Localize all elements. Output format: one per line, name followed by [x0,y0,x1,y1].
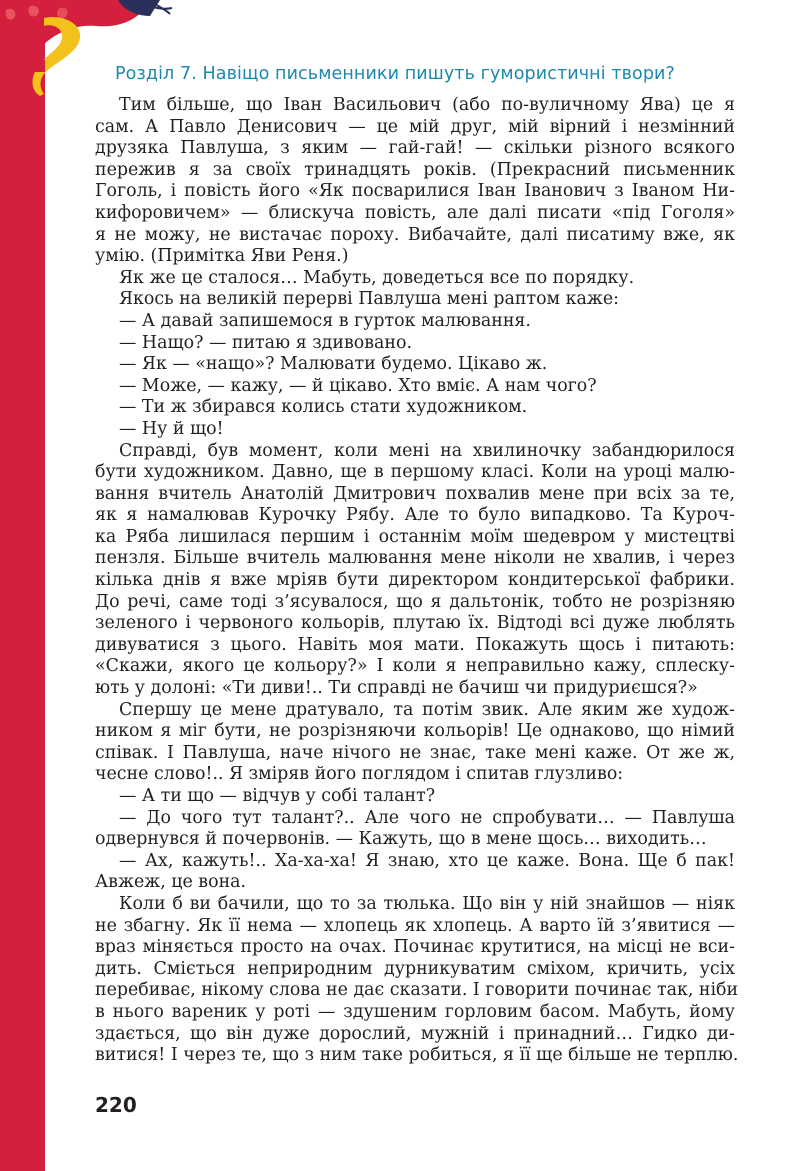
text-line: Авжеж, це вона. [95,872,247,893]
text-line: в нього вареник у роті — здушеним горловим басом. Мабуть, йому [95,1001,735,1022]
text-line: кифоровичем» — блискуча повість, але далі писати «під Гоголя» [95,202,735,223]
paragraph [95,808,735,851]
text-line: — Як — «нащо»? Малювати будемо. Цікаво ж. [119,354,548,375]
paragraph [95,441,735,700]
paragraph [95,333,735,355]
text-line: кілька днів я вже мріяв бути директором кондитерської фабрики. [95,570,735,591]
text-line: Справді, був момент, коли мені на хвилиночку забандюрилося [119,440,735,461]
text-line: Гоголь, і повість його «Як посварилися Іван Іванович з Іваном Ни- [95,181,735,202]
section-header: Розділ 7. Навіщо письменники пишуть гумористичні твори? [115,64,675,84]
text-line: одвернувся й почервонів. — Кажуть, що в мене щось… виходить… [95,829,707,850]
text-line: ка Ряба лишилася першим і останнім моїм шедевром у мистецтві [95,526,735,547]
text-line: не збагну. Як її нема — хлопець як хлопець. А варто їй з’явитися — [95,915,735,936]
paragraph [95,268,735,290]
text-line: пережив я за своїх тринадцять років. (Прекрасний письменник [95,159,735,180]
text-line: — Ну й що! [119,418,224,439]
text-line: співак. І Павлуша, наче нічого не знає, таке мені каже. От же ж, [95,742,735,763]
paragraph [95,354,735,376]
body-text [95,95,739,1067]
text-line: Спершу це мене дратувало, та потім звик. Але яким же худож- [119,699,735,720]
text-line: Як же це сталося… Мабуть, доведеться все по порядку. [119,267,635,288]
text-line: чесне слово!.. Я зміряв його поглядом і спитав глузливо: [95,764,624,785]
text-line: як я намалював Курочку Рябу. Але то було випадково. Та Куроч- [95,505,735,526]
text-line: витися! І через те, що з ним таке робиться, я її ще більше не терплю. [95,1045,739,1066]
page-edge-bar [0,0,45,1171]
paragraph [95,95,735,268]
text-line: бути художником. Давно, ще в першому класі. Коли на уроці малю- [95,462,735,483]
paragraph [95,376,735,398]
paragraph [95,419,735,441]
text-line: вання вчитель Анатолій Дмитрович похвалив мене при всіх за те, [95,483,735,504]
paragraph [95,786,735,808]
text-line: «Скажи, якого це кольору?» І коли я неправильно кажу, сплеску- [95,656,735,677]
text-line: — Може, — кажу, — й цікаво. Хто вміє. А нам чого? [119,375,597,396]
text-line: перебиває, нікому слова не дає сказати. І говорити починає так, ніби [95,980,739,1001]
text-line: дить. Сміється неприродним дурникуватим сміхом, кричить, усіх [95,958,735,979]
text-line: я не можу, не вистачає пороху. Вибачайте, далі писатиму вже, як [95,224,735,245]
paragraph [95,893,739,1067]
text-line: враз міняється просто на очах. Починає крутитися, на місці не вси- [95,937,735,958]
text-line: зеленого і червоного кольорів, плутаю їх. Відтоді всі дуже люблять [95,613,735,634]
text-line: — До чого тут талант?.. Але чого не спробувати… — Павлуша [119,807,735,828]
paragraph [95,289,735,311]
text-line: умію. (Примітка Яви Реня.) [95,246,349,267]
text-line: До речі, саме тоді з’ясувалося, що я дальтонік, тобто не розрізняю [95,591,735,612]
text-line: ником я міг бути, не розрізняючи кольорів! Це однаково, що німий [95,721,735,742]
text-line: — А давай запишемося в гурток малювання. [119,310,531,331]
text-line: здається, що він дуже дорослий, мужній і принадний… Гидко ди- [95,1023,735,1044]
text-line: Коли б ви бачили, що то за тюлька. Що він у ній знайшов — ніяк [119,893,735,914]
text-line: сам. А Павло Денисович — це мій друг, мій вірний і незмінний [95,116,735,137]
paragraph [95,700,735,786]
paragraph [95,311,735,333]
text-line: пензля. Більше вчитель малювання мене ніколи не хвалив, і через [95,548,735,569]
text-line: друзяка Павлуша, з яким — гай-гай! — скільки різного всякого [95,138,735,159]
text-line: Якось на великій перерві Павлуша мені раптом каже: [119,289,619,310]
text-line: — А ти що — відчув у собі талант? [119,786,436,806]
paragraph [95,851,735,894]
text-line: ють у долоні: «Ти диви!.. Ти справді не бачиш чи придуриєшся?» [95,678,698,699]
text-line: — Ти ж збирався колись стати художником. [119,397,528,418]
text-line: — Ах, кажуть!.. Ха-ха-ха! Я знаю, хто це каже. Вона. Ще б пак! [119,850,735,871]
page-number: 220 [95,1093,137,1117]
text-line: Тим більше, що Іван Васильович (або по-вуличному Ява) це я [119,95,735,115]
text-line: дивуватися з цього. Навіть моя мати. Покажуть щось і питають: [95,634,735,655]
paragraph [95,397,735,419]
text-line: — Нащо? — питаю я здивовано. [119,332,412,353]
